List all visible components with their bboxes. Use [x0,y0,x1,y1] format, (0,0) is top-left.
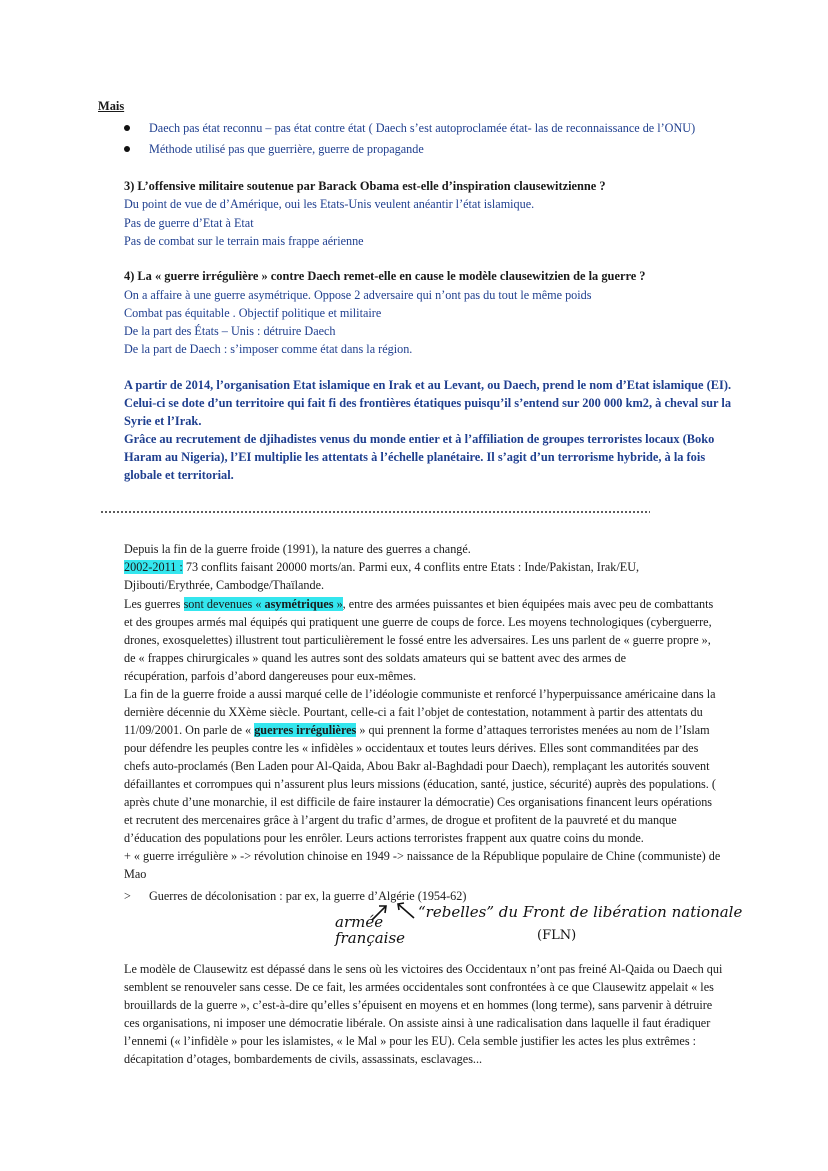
summary-line: Syrie et l’Irak. [124,414,202,428]
highlight-dates: 2002-2011 : [124,560,183,574]
summary-line: Haram au Nigeria), l’EI multiplie les attentats à l’échelle planétaire. Il s’agit d’un terrorisme hybride, à la fois [124,450,706,464]
highlight-guerres-irregulieres: guerres irrégulières [254,723,357,737]
handwritten-armee: armée [335,913,384,931]
handwritten-arrow-icon [368,898,418,928]
conclusion-line: semblent se renouveler sans cesse. De ce fait, les armées occidentales sont confrontées à ce que Clausewitz appelait « les [124,980,714,994]
body-line: Djibouti/Erythrée, Cambodge/Thaïlande. [124,578,325,592]
handwritten-francaise: française [335,929,406,947]
summary-line: A partir de 2014, l’organisation Etat islamique en Irak et au Levant, ou Daech, prend le nom d’Etat islamique (EI). [124,378,732,392]
question-3-line: Du point de vue de d’Amérique, oui les Etats-Unis veulent anéantir l’état islamique. [124,197,535,211]
question-3-title: 3) L’offensive militaire soutenue par Barack Obama est-elle d’inspiration clausewitzienne ? [124,179,606,193]
arrow-bullet-icon: > [124,889,131,903]
question-4-line: Combat pas équitable . Objectif politique et militaire [124,306,382,320]
body-line: + « guerre irrégulière » -> révolution chinoise en 1949 -> naissance de la République populaire de Chine (communiste) de [124,849,721,863]
question-4-line: On a affaire à une guerre asymétrique. Oppose 2 adversaire qui n’ont pas du tout le même poids [124,288,592,302]
body-line: 2002-2011 : 73 conflits faisant 20000 morts/an. Parmi eux, 4 conflits entre Etats : Inde/Pakistan, Irak/EU, [124,560,640,574]
question-3-line: Pas de guerre d’Etat à Etat [124,216,254,230]
handwritten-rebelles-fln: “rebelles” du Front de libération nationale [418,903,743,921]
conclusion-line: brouillards de la guerre », c’est-à-dire qu’elles s’épuisent en moyens et en hommes (long terme), sans parvenir à détruire [124,998,713,1012]
summary-line: Celui-ci se dote d’un territoire qui fait fi des frontières étatiques puisqu’il s’entend sur 200 000 km2, à cheval sur la [124,396,732,410]
question-4-line: De la part des États – Unis : détruire Daech [124,324,336,338]
body-line: de « frappes chirurgicales » quand les autres sont des soldats amateurs qui se battent avec des armes de [124,651,627,665]
bullet-item: Daech pas état reconnu – pas état contre état ( Daech s’est autoproclamée état- las de reconnaissance de l’ONU) [149,121,696,135]
handwritten-fln: (FLN) [537,928,577,943]
section-title-mais: Mais [98,99,125,113]
body-line: récupération, parfois d’abord dangereuses pour eux-mêmes. [124,669,417,683]
bullet-icon [124,125,130,131]
body-line: après chute d’une monarchie, il est difficile de faire instaurer la démocratie) Ces organisations financent leurs opérations [124,795,713,809]
highlight-asymetriques: sont devenues « asymétriques » [183,597,343,611]
summary-line: globale et territorial. [124,468,234,482]
body-line: chefs auto-proclamés (Ben Laden pour Al-Qaida, Abou Bakr al-Baghdadi pour Daech), remplaçant les autorités souvent [124,759,710,773]
body-line: et des groupes armés mal équipés qui pratiquent une guerre de coups de force. Les moyens technologiques (cyberguerre, [124,615,712,629]
body-line: et recrutent des mercenaires grâce à l’argent du trafic d’armes, de drogue et profitent de la pauvreté et du manque [124,813,677,827]
dotted-separator [100,510,650,516]
body-line: Les guerres sont devenues « asymétriques », entre des armées puissantes et bien équipées mais avec peu de combattants [124,597,714,611]
question-3-line: Pas de combat sur le terrain mais frappe aérienne [124,234,364,248]
body-line: défaillantes et corrompues qui n’assurent plus leurs missions (éducation, santé, justice, sécurité) auprès des populations. ( [124,777,716,791]
body-line: Depuis la fin de la guerre froide (1991), la nature des guerres a changé. [124,542,471,556]
conclusion-line: ces organisations, ni imposer une démocratie libérale. On assiste ainsi à une radicalisation dans laquelle il faut éradiquer [124,1016,711,1030]
body-line: drones, exosquelettes) illustrent tout particulièrement le fossé entre les adversaires. Les uns parlent de « guerre propre », [124,633,711,647]
bullet-item: Méthode utilisé pas que guerrière, guerre de propagande [149,142,424,156]
conclusion-line: décapitation d’otages, bombardements de civils, assassinats, esclavages... [124,1052,483,1066]
body-line: Mao [124,867,147,881]
conclusion-line: l’ennemi (« l’infidèle » pour les islamistes, « le Mal » pour les EU). Cela semble justifier les actes les plus extrêmes : [124,1034,696,1048]
body-line: Guerres de décolonisation : par ex, la guerre d’Algérie (1954-62) [149,889,467,903]
body-line: d’éducation des populations pour les enrôler. Leurs actions terroristes frappent aux quatre coins du monde. [124,831,644,845]
bullet-icon [124,146,130,152]
body-line: pour défendre les peuples contre les « infidèles » occidentaux et toutes leurs dérives. Elles sont commanditées par des [124,741,699,755]
body-line: La fin de la guerre froide a aussi marqué celle de l’idéologie communiste et renforcé l’hyperpuissance américaine dans la [124,687,716,701]
body-line: 11/09/2001. On parle de « guerres irrégulières » qui prennent la forme d’attaques terroristes menées au nom de l’Islam [124,723,710,737]
summary-line: Grâce au recrutement de djihadistes venus du monde entier et à l’affiliation de groupes terroristes locaux (Boko [124,432,715,446]
question-4-line: De la part de Daech : s’imposer comme état dans la région. [124,342,413,356]
conclusion-line: Le modèle de Clausewitz est dépassé dans le sens où les victoires des Occidentaux n’ont pas freiné Al-Qaida ou Daech qui [124,962,723,976]
body-line: dernière décennie du XXème siècle. Pourtant, celle-ci a fait l’objet de contestation, notamment à partir des attentats du [124,705,703,719]
question-4-title: 4) La « guerre irrégulière » contre Daech remet-elle en cause le modèle clausewitzien de la guerre ? [124,269,646,283]
